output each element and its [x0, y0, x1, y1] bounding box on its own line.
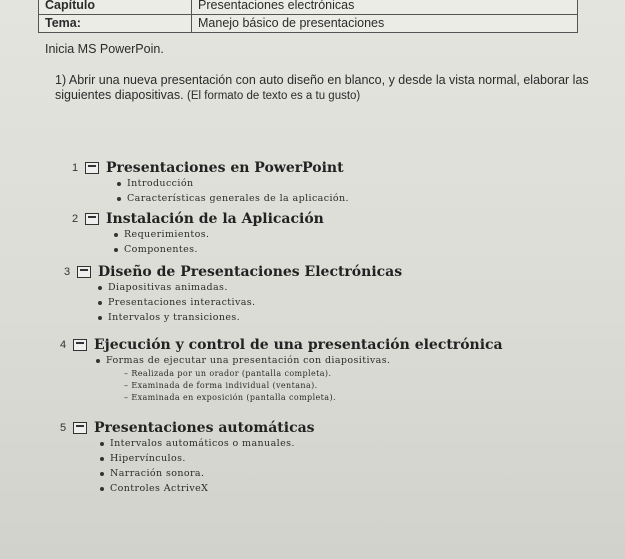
list-item: Introducción: [117, 176, 349, 191]
slide-number: 4: [60, 339, 67, 351]
slide-number: 3: [64, 266, 71, 278]
list-item: Diapositivas animadas.: [98, 280, 402, 295]
slide-heading: [64, 264, 402, 280]
list-item: – Examinada de forma individual (ventana).: [124, 381, 318, 390]
instruction-note: (El formato de texto es a tu gusto): [187, 90, 361, 102]
slide-title: Ejecución y control de una presentación electrónica: [94, 337, 503, 353]
start-instruction: Inicia MS PowerPoin.: [45, 42, 164, 56]
slide-number: 5: [60, 422, 67, 434]
list-item: Controles ActriveX: [100, 481, 315, 496]
header-row-chapter: [39, 0, 578, 15]
slide-outline-4: [60, 337, 503, 404]
list-item: Componentes.: [114, 242, 324, 257]
slide-number: 1: [72, 162, 79, 174]
list-item: Hipervínculos.: [100, 451, 315, 466]
slide-heading: [60, 337, 503, 353]
list-item: – Realizada por un orador (pantalla completa).: [124, 369, 332, 378]
slide-number: 2: [72, 213, 79, 225]
bullet-list: [117, 176, 349, 206]
slide-icon: [73, 339, 87, 351]
bullet-list: [98, 280, 402, 325]
slide-outline-1: [72, 160, 349, 206]
slide-title: Presentaciones en PowerPoint: [106, 160, 344, 176]
exercise-instruction: [55, 73, 595, 104]
slide-outline-5: [60, 420, 315, 496]
bullet-list: [114, 227, 324, 257]
list-item: Intervalos automáticos o manuales.: [100, 436, 315, 451]
sub-list: [110, 368, 503, 404]
header-label-topic: Tema:: [39, 15, 192, 33]
slide-title: Diseño de Presentaciones Electrónicas: [98, 264, 403, 280]
header-row-topic: [39, 15, 578, 33]
list-item: Características generales de la aplicación.: [117, 191, 349, 206]
header-value-topic: Manejo básico de presentaciones: [192, 15, 578, 33]
list-item: Intervalos y transiciones.: [98, 310, 402, 325]
list-item: Requerimientos.: [114, 227, 324, 242]
slide-icon: [73, 422, 87, 434]
slide-outline-2: [72, 211, 324, 257]
list-item: Formas de ejecutar una presentación con diapositivas.: [96, 353, 503, 368]
list-item: Presentaciones interactivas.: [98, 295, 402, 310]
slide-heading: [72, 160, 349, 176]
bullet-list: [96, 353, 503, 368]
slide-icon: [85, 213, 99, 225]
slide-title: Instalación de la Aplicación: [106, 211, 324, 227]
slide-title: Presentaciones automáticas: [94, 420, 315, 436]
list-item: – Examinada en exposición (pantalla completa).: [124, 393, 336, 402]
header-label-chapter: Capítulo: [39, 0, 192, 15]
bullet-list: [100, 436, 315, 496]
header-value-chapter: Presentaciones electrónicas: [192, 0, 578, 15]
list-item: Narración sonora.: [100, 466, 315, 481]
slide-heading: [72, 211, 324, 227]
instruction-text: 1) Abrir una nueva presentación con auto diseño en blanco, y desde la vista normal, elaborar las siguientes diapositivas.: [55, 73, 589, 102]
slide-heading: [60, 420, 315, 436]
slide-icon: [85, 162, 99, 174]
slide-icon: [77, 266, 91, 278]
slide-outline-3: [64, 264, 402, 325]
header-table: [38, 0, 578, 33]
